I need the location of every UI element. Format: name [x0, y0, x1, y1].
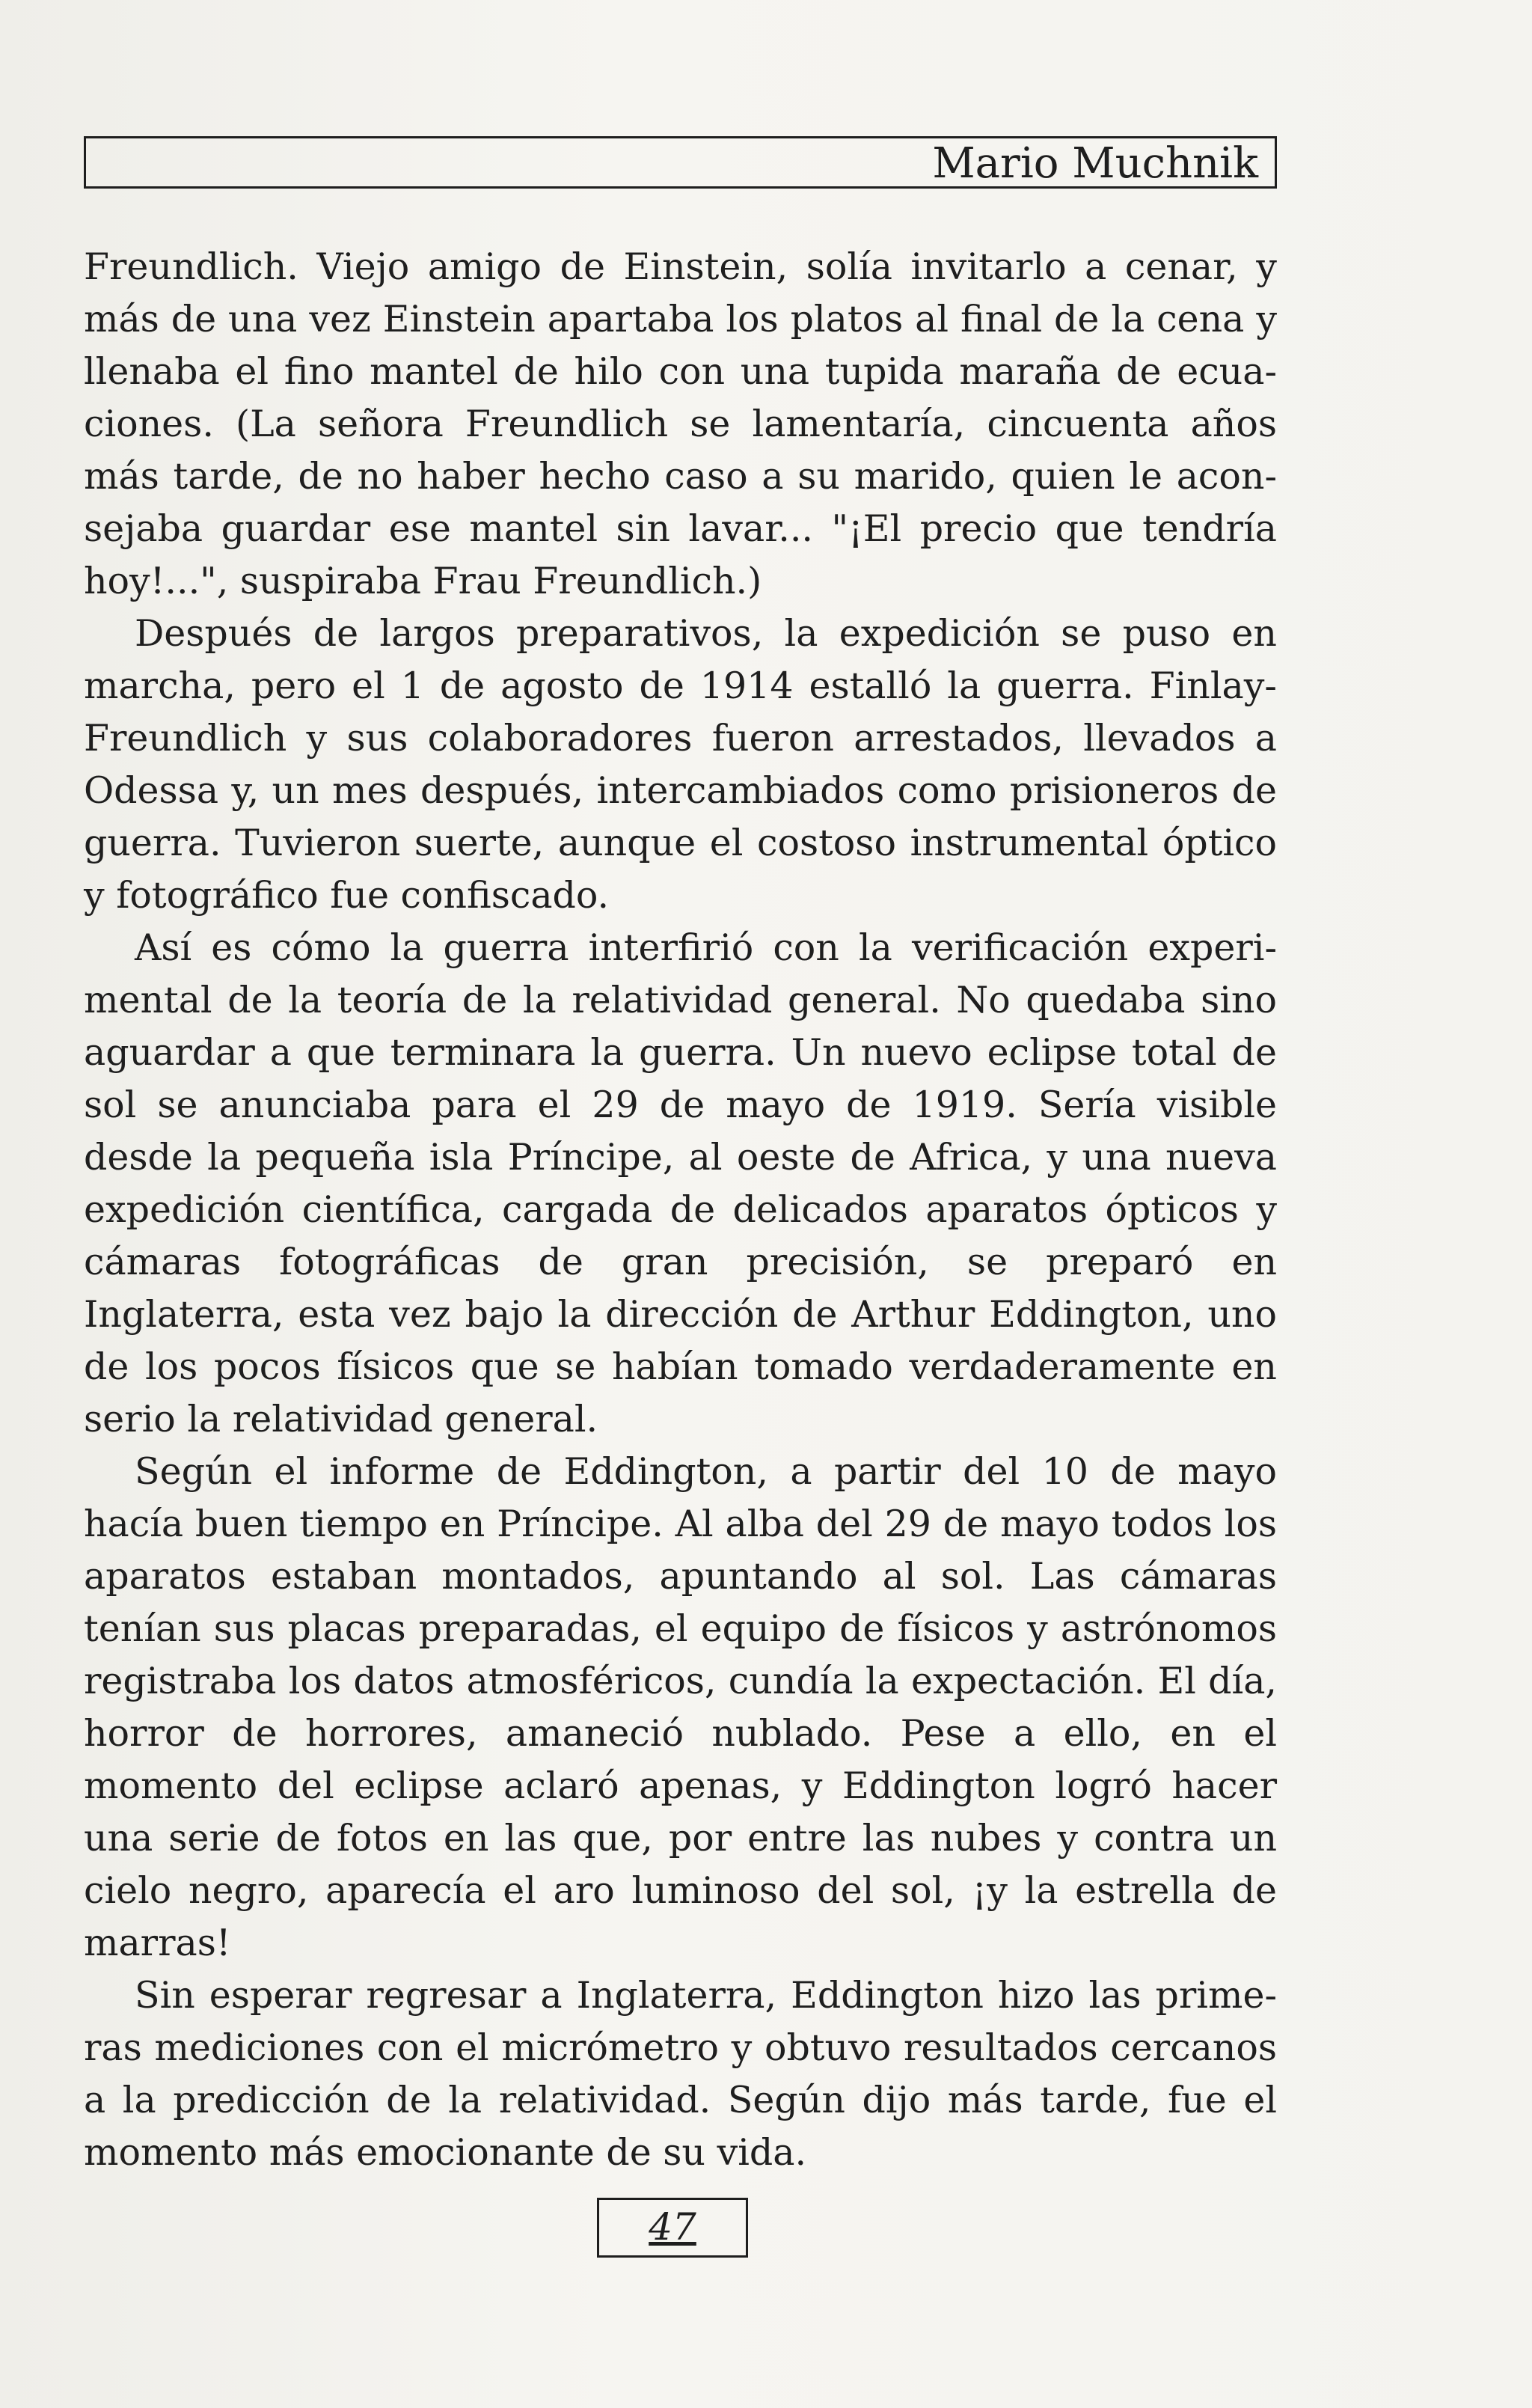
- page-number-box: [597, 2198, 748, 2258]
- body-text: [84, 241, 1277, 2179]
- running-header-title: Mario Muchnik: [932, 139, 1258, 188]
- paragraph-1: Freundlich. Viejo amigo de Einstein, solía invitarlo a cenar, y más de una vez Einstein apartaba los platos al final de la cena y llenaba el fino mantel de hilo con una tupida maraña de ecuaciones. (La señora Freundlich se lamentaría, cincuenta años más tarde, de no haber hecho caso a su marido, quien le aconsejaba guardar ese mantel sin lavar... "¡El precio que tendría hoy!...", suspiraba Frau Freundlich.): [84, 245, 1277, 602]
- paragraph-5: Sin esperar regresar a Inglaterra, Eddington hizo las primeras mediciones con el micrómetro y obtuvo resultados cercanos a la predicción de la relatividad. Según dijo más tarde, fue el momento más emocionante de su vida.: [84, 1974, 1277, 2174]
- page-number: 47: [649, 2205, 696, 2249]
- paragraph-4: Según el informe de Eddington, a partir del 10 de mayo hacía buen tiempo en Príncipe. Al alba del 29 de mayo todos los aparatos estaban montados, apuntando al sol. Las cámaras tenían sus placas preparadas, el equipo de físicos y astrónomos registraba los datos atmosféricos, cundía la expectación. El día, horror de horrores, amaneció nublado. Pese a ello, en el momento del eclipse aclaró apenas, y Eddington logró hacer una serie de fotos en las que, por entre las nubes y contra un cielo negro, aparecía el aro luminoso del sol, ¡y la estrella de marras!: [84, 1450, 1277, 1964]
- running-header: [84, 136, 1277, 189]
- paragraph-2: Después de largos preparativos, la expedición se puso en marcha, pero el 1 de agosto de 1914 estalló la guerra. Finlay-Freundlich y sus colaboradores fueron arrestados, llevados a Odessa y, un mes después, intercambiados como prisioneros de guerra. Tuvieron suerte, aunque el costoso instrumental óptico y fotográfico fue confiscado.: [84, 612, 1277, 917]
- paragraph-3: Así es cómo la guerra interfirió con la verificación experimental de la teoría de la relatividad general. No quedaba sino aguardar a que terminara la guerra. Un nuevo eclipse total de sol se anunciaba para el 29 de mayo de 1919. Sería visible desde la pequeña isla Príncipe, al oeste de Africa, y una nueva expedición científica, cargada de delicados aparatos ópticos y cámaras fotográficas de gran precisión, se preparó en Inglaterra, esta vez bajo la dirección de Arthur Eddington, uno de los pocos físicos que se habían tomado verdaderamente en serio la relatividad general.: [84, 926, 1277, 1440]
